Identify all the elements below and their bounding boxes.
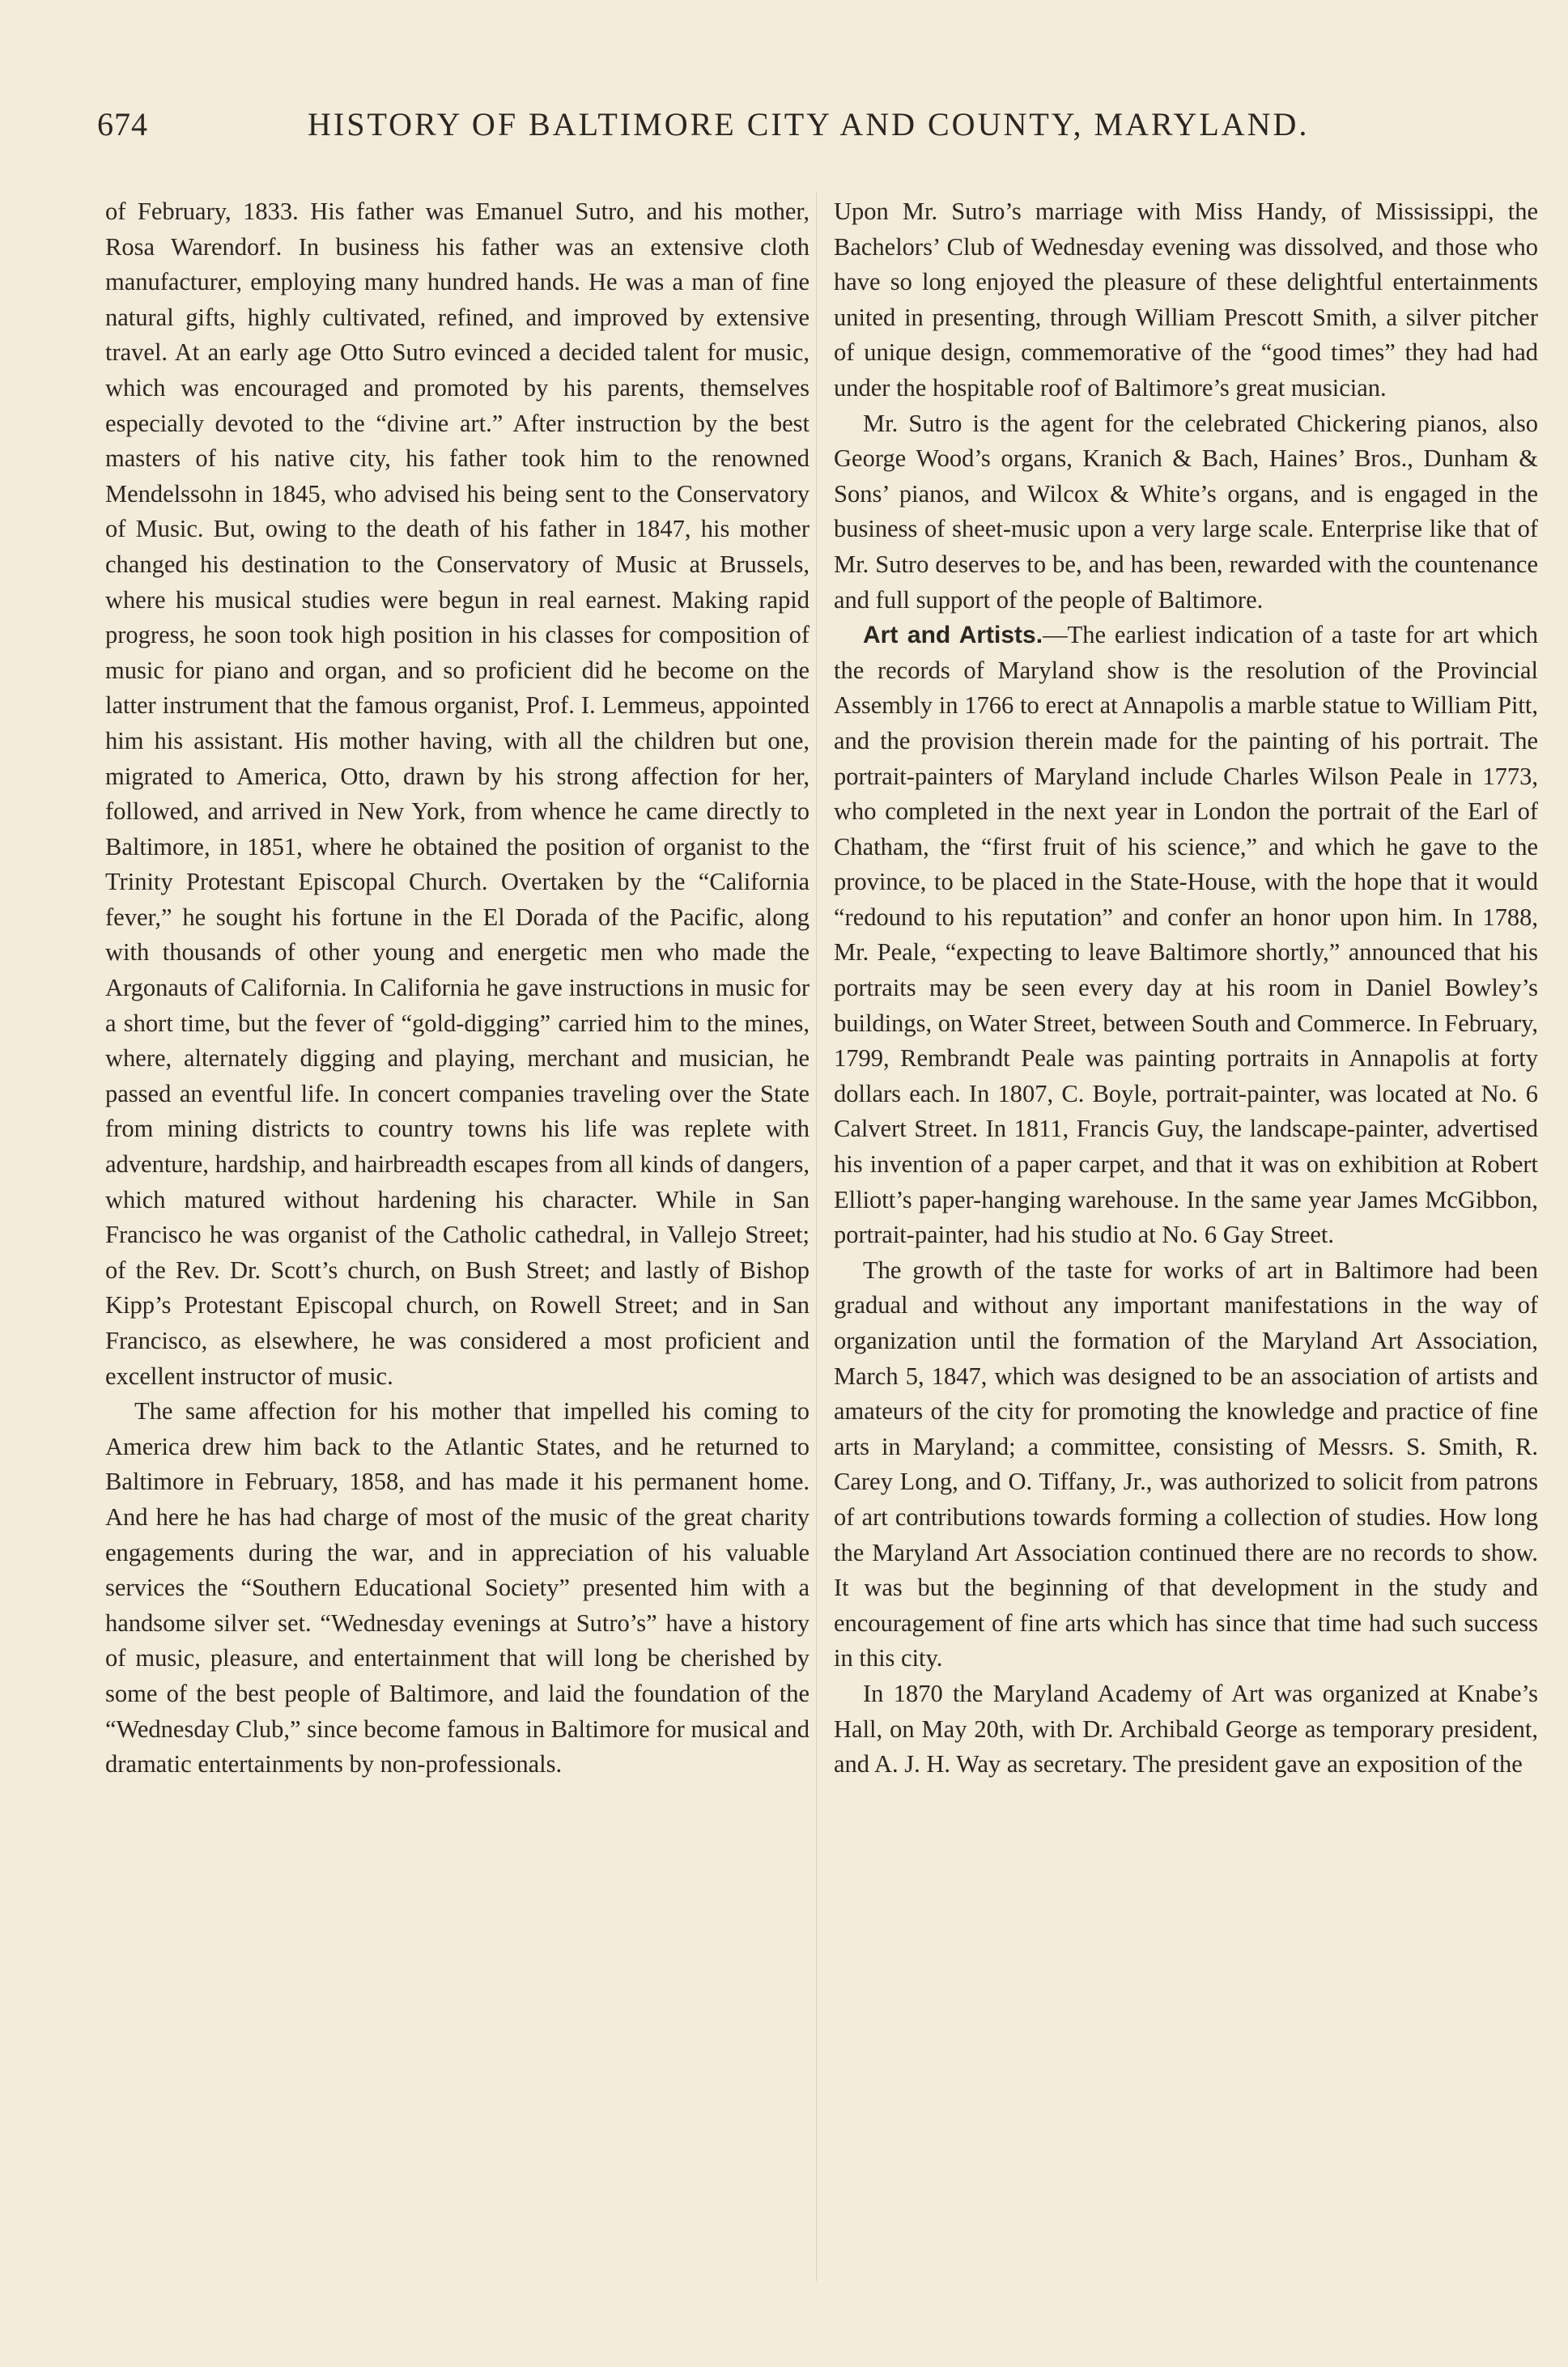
right-column — [834, 194, 1538, 2299]
paragraph-art-and-artists — [834, 618, 1538, 1253]
paragraph-maryland-academy-of-art: In 1870 the Maryland Academy of Art was organized at Knabe’s Hall, on May 20th, with Dr. Archibald George as temporary president, and A. J. H. Way as secretary. The president gave an exposition of the — [834, 1679, 1538, 1778]
paragraph-maryland-art-association: The growth of the taste for works of art in Baltimore had been gradual and without any important manifestations in the way of organization until the formation of the Maryland Art Association, March 5, 1847, which was designed to be an association of artists and amateurs of the city for promoting the knowledge and practice of fine arts in Maryland; a committee, consisting of Messrs. S. Smith, R. Carey Long, and O. Tiffany, Jr., was authorized to solicit from patrons of art contributions towards forming a collection of studies. How long the Maryland Art Association continued there are no records to show. It was but the beginning of that development in the study and encouragement of fine arts which has since that time had such success in this city. — [834, 1256, 1538, 1672]
paragraph-bachelors-club: Upon Mr. Sutro’s marriage with Miss Handy, of Mississippi, the Bachelors’ Club of Wednesday evening was dissolved, and those who have so long enjoyed the pleasure of these delightful entertainments united in presenting, through William Prescott Smith, a silver pitcher of unique design, commemorative of the “good times” they had had under the hospitable roof of Baltimore’s great musician. — [834, 198, 1538, 402]
paragraph-return-to-baltimore: The same affection for his mother that impelled his coming to America drew him back to the Atlantic States, and he returned to Baltimore in February, 1858, and has made it his permanent home. And here he has had charge of most of the music of the great charity engagements during the war, and in appreciation of his valuable services the “Southern Educational Society” presented him with a handsome silver set. “Wednesday evenings at Sutro’s” have a history of music, pleasure, and entertainment that will long be cherished by some of the best people of Baltimore, and laid the foundation of the “Wednesday Club,” since become famous in Baltimore for musical and dramatic entertainments by non-professionals. — [105, 1397, 809, 1778]
left-column — [105, 194, 809, 2299]
section-heading-art-and-artists: Art and Artists. — [863, 622, 1043, 649]
art-and-artists-body: —The earliest indication of a taste for art which the records of Maryland show is the resolution of the Provincial Assembly in 1766 to erect at Annapolis a marble statue to William Pitt, and the provision therein made for the painting of his portrait. The portrait-painters of Maryland include Charles Wilson Peale in 1773, who completed in the next year in London the portrait of the Earl of Chatham, the “first fruit of his science,” and which he gave to the province, to be placed in the State-House, with the hope that it would “redound to his reputation” and confer an honor upon him. In 1788, Mr. Peale, “expecting to leave Baltimore shortly,” announced that his portraits may be seen every day at his room in Daniel Bowley’s buildings, on Water Street, between South and Commerce. In February, 1799, Rembrandt Peale was painting portraits in Annapolis at forty dollars each. In 1807, C. Boyle, portrait-painter, was located at No. 6 Calvert Street. In 1811, Francis Guy, the landscape-painter, advertised his invention of a paper carpet, and that it was on exhibition at Robert Elliott’s paper-hanging warehouse. In the same year James McGibbon, portrait-painter, had his studio at No. 6 Gay Street. — [834, 621, 1538, 1249]
paragraph-sutro-biography: of February, 1833. His father was Emanuel Sutro, and his mother, Rosa Warendorf. In business his father was an extensive cloth manufacturer, employing many hundred hands. He was a man of fine natural gifts, highly cultivated, refined, and improved by extensive travel. At an early age Otto Sutro evinced a decided talent for music, which was encouraged and promoted by his parents, themselves especially devoted to the “divine art.” After instruction by the best masters of his native city, his father took him to the renowned Mendelssohn in 1845, who advised his being sent to the Conservatory of Music. But, owing to the death of his father in 1847, his mother changed his destination to the Conservatory of Music at Brussels, where his musical studies were begun in real earnest. Making rapid progress, he soon took high position in his classes for composition of music for piano and organ, and so proficient did he become on the latter instrument that the famous organist, Prof. I. Lemmeus, appointed him his assistant. His mother having, with all the children but one, migrated to America, Otto, drawn by his strong affection for her, followed, and arrived in New York, from whence he came directly to Baltimore, in 1851, where he obtained the position of organist to the Trinity Protestant Episcopal Church. Overtaken by the “California fever,” he sought his fortune in the El Dorada of the Pacific, along with thousands of other young and energetic men who made the Argonauts of California. In California he gave instructions in music for a short time, but the fever of “gold-digging” carried him to the mines, where, alternately digging and playing, merchant and musician, he passed an eventful life. In concert companies traveling over the State from mining districts to country towns his life was replete with adventure, hardship, and hairbreadth escapes from all kinds of dangers, which matured without hardening his character. While in San Francisco he was organist of the Catholic cathedral, in Vallejo Street; of the Rev. Dr. Scott’s church, on Bush Street; and lastly of Bishop Kipp’s Protestant Episcopal church, on Rowell Street; and in San Francisco, as elsewhere, he was considered a most proficient and excellent instructor of music. — [105, 198, 809, 1390]
running-title: HISTORY OF BALTIMORE CITY AND COUNTY, MARYLAND. — [308, 106, 1310, 142]
page-header — [97, 105, 1522, 154]
paragraph-chickering-agent: Mr. Sutro is the agent for the celebrated Chickering pianos, also George Wood’s organs, Kranich & Bach, Haines’ Bros., Dunham & Sons’ pianos, and Wilcox & White’s organs, and is engaged in the business of sheet-music upon a very large scale. Enterprise like that of Mr. Sutro deserves to be, and has been, rewarded with the countenance and full support of the people of Baltimore. — [834, 409, 1538, 614]
page-number: 674 — [97, 106, 148, 142]
column-divider — [816, 193, 817, 2281]
